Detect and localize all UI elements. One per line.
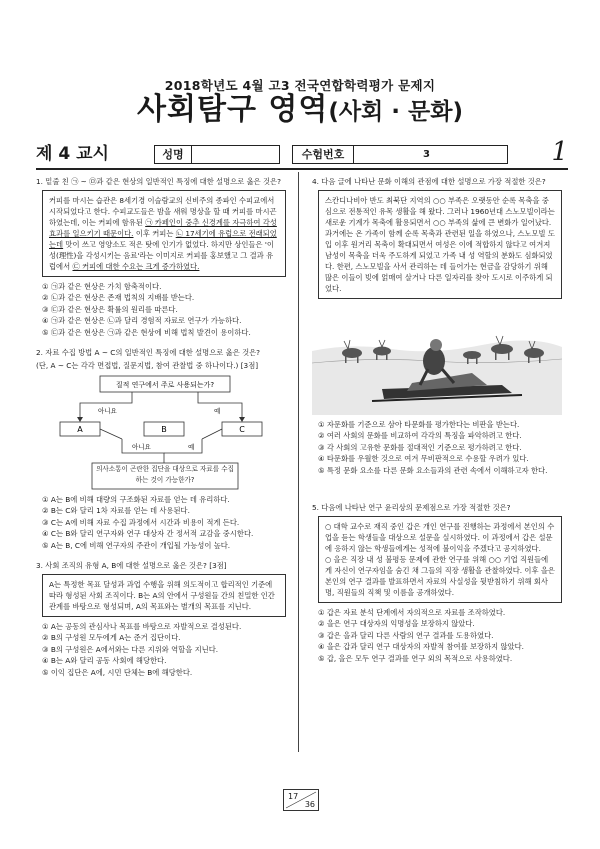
q2-choice-1[interactable]: ① A는 B에 비해 대량의 구조화된 자료를 얻는 데 유리하다. — [42, 495, 230, 505]
exam-number-box[interactable] — [292, 145, 508, 164]
question-3-passage: A는 특정한 목표 달성과 과업 수행을 위해 의도적이고 합리적인 기준에 따라 형성된 사회 조직이다. B는 A의 안에서 구성원들 간의 친밀한 인간관계를 바탕으로 형성되며, A의 목표와는 별개의 목표를 지닌다. — [42, 574, 286, 617]
page-number: 1 — [551, 137, 568, 167]
question-2-prompt: 2. 자료 수집 방법 A ~ C의 일반적인 특징에 대한 설명으로 옳은 것은? — [36, 348, 261, 358]
q5-choice-2[interactable]: ② 을은 연구 대상자의 익명성을 보장하지 않았다. — [318, 619, 475, 629]
q3-choice-5[interactable]: ⑤ 이익 집단은 A에, 시민 단체는 B에 해당한다. — [42, 667, 193, 677]
diagram-yes-label: 예 — [214, 407, 221, 416]
q3-choice-2[interactable]: ② B의 구성원 모두에게 A는 준거 집단이다. — [42, 633, 181, 643]
question-1-passage: 커피를 마시는 습관은 8세기경 이슬람교의 신비주의 종파인 수피교에서 시작되었다고 한다. 수피교도들은 밤을 새워 명상을 할 때 커피를 마시곤 하였는데, 이는 커피에 함유된 ㉠ 카페인이 중추 신경계를 자극하여 각성 효과를 일으키기 때문이다. 이후 커피는 ㉡ 17세기에 유럽으로 전래되었는데 맛이 쓰고 영양소도 적은 탓에 인기가 없었다. 하지만 상인들은 '이성(理性)을 각성시키는 음료'라는 이미지로 커피를 홍보했고 그 결과 유럽에서 ㉢ 커피에 대한 수요는 크게 증가하였다. — [42, 190, 286, 277]
diagram-top-question: 질적 연구에서 주로 사용되는가? — [115, 381, 215, 390]
header-row — [36, 137, 568, 167]
exam-title — [0, 91, 600, 131]
title-sub: (사회 · 문화) — [328, 99, 463, 125]
page-total: 36 — [304, 800, 315, 809]
exam-subtitle: 2018학년도 4월 고3 전국연합학력평가 문제지 — [164, 78, 436, 93]
node-c-label: C — [239, 425, 245, 435]
page-counter — [283, 789, 319, 811]
q5-choice-3[interactable]: ③ 갑은 을과 달리 다른 사람의 연구 결과를 도용하였다. — [318, 630, 494, 640]
q1-choice-2[interactable]: ② ㉡과 같은 현상은 존재 법칙의 지배를 받는다. — [42, 293, 195, 303]
q3-choice-1[interactable]: ① A는 공동의 관심사나 목표를 바탕으로 자발적으로 결성된다. — [42, 622, 242, 632]
node-a-label: A — [77, 425, 83, 435]
node-b-label: B — [161, 425, 167, 435]
page-current: 17 — [288, 792, 299, 801]
exam-number-label: 수험번호 — [293, 146, 354, 163]
diagram-no-label-2: 아니요 — [132, 443, 151, 452]
left-column — [36, 176, 286, 678]
q5-item-1: ○ 대학 교수로 재직 중인 갑은 개인 연구를 진행하는 과정에서 본인의 수업을 듣는 학생들을 대상으로 설문을 실시하였다. 이 과정에서 갑은 설문에 응하지 않는 학생들에게는 성적에 불이익을 주겠다고 공지하였다. — [325, 522, 555, 554]
title-main: 사회탐구 영역 — [137, 92, 329, 127]
q1-choice-5[interactable]: ⑤ ㉢과 같은 현상은 ㉠과 같은 현상에 비해 법칙 발견이 용이하다. — [42, 327, 251, 337]
question-2-diagram — [36, 373, 286, 491]
diagram-bottom-question: 의사소통이 곤란한 집단을 대상으로 자료를 수집하는 것이 가능한가? — [96, 465, 234, 484]
diagram-yes-label-2: 예 — [188, 443, 195, 452]
header-rule — [36, 168, 568, 170]
question-1-prompt: 1. 밑줄 친 ㉠ ~ ㉤과 같은 현상의 일반적인 특징에 대한 설명으로 옳은 것은? — [36, 177, 281, 186]
session-label: 제 4 교시 — [36, 144, 109, 164]
question-4-passage: 스칸디나비아 반도 최북단 지역의 ○○ 부족은 오랫동안 순록 목축을 중심으로 전통적인 유목 생활을 해 왔다. 그러나 1960년대 스노모빌이라는 새로운 기계가 목축에 활용되면서 ○○ 부족의 삶에 큰 변화가 일어났다. 과거에는 온 가족이 함께 순록 목축과 관련된 일을 하였으나, 스노모빌 도입 이후 원거리 목축이 확대되면서 여성은 이에 적합하지 않다고 여겨져 남성이 목축을 더욱 주도하게 되었고 가족 내 성 역할의 분화도 심화되었다. 한편, 스노모빌을 사서 관리하는 데 들어가는 현금을 감당하기 위해 많은 이들이 빚에 얽매여 살거나 다른 일자리를 찾아 도시로 이주하게 되었다. — [318, 190, 562, 299]
q4-choice-3[interactable]: ③ 각 사회의 고유한 문화를 절대적인 기준으로 평가하려고 한다. — [318, 442, 522, 452]
q2-choice-5[interactable]: ⑤ A는 B, C에 비해 연구자의 주관이 개입될 가능성이 높다. — [42, 540, 231, 550]
question-2-note: (단, A ~ C는 각각 면접법, 질문지법, 참여 관찰법 중 하나이다.) [3점] — [36, 361, 259, 371]
q1-choice-4[interactable]: ④ ㉠과 같은 현상은 ㉡과 달리 경험적 자료로 연구가 가능하다. — [42, 316, 242, 326]
right-column — [312, 176, 562, 664]
q4-choice-1[interactable]: ① 자문화를 기준으로 삼아 타문화를 평가한다는 비판을 받는다. — [318, 420, 520, 429]
q4-choice-2[interactable]: ② 여러 사회의 문화를 비교하여 각각의 특징을 파악하려고 한다. — [318, 431, 522, 441]
q5-choice-1[interactable]: ① 갑은 자료 분석 단계에서 자의적으로 자료를 조작하였다. — [318, 608, 506, 618]
column-divider — [298, 172, 299, 752]
name-box[interactable] — [154, 145, 280, 164]
question-4-prompt: 4. 다음 글에 나타난 문화 이해의 관점에 대한 설명으로 가장 적절한 것은? — [312, 177, 546, 186]
q5-item-2: ○ 을은 직장 내 성 불평등 문제에 관한 연구를 위해 ○○ 기업 직원들에게 자신이 연구자임을 숨긴 채 그들의 직장 생활을 관찰하였다. 이후 을은 본인의 연구 결과를 발표하면서 자료의 사실성을 뒷받침하기 위해 회사명, 직원들의 직책 및 이름을 공개하였다. — [325, 555, 555, 598]
question-3-prompt: 3. 사회 조직의 유형 A, B에 대한 설명으로 옳은 것은? [3점] — [36, 561, 227, 571]
question-5-passage — [318, 516, 562, 603]
q5-choice-4[interactable]: ④ 을은 갑과 달리 연구 대상자의 자발적 참여를 보장하지 않았다. — [318, 642, 524, 652]
name-label: 성명 — [155, 146, 192, 163]
q4-choice-4[interactable]: ④ 타문화를 우월한 것으로 여겨 무비판적으로 수용할 우려가 있다. — [318, 454, 529, 464]
diagram-no-label: 아니요 — [98, 407, 117, 416]
q2-choice-3[interactable]: ③ C는 A에 비해 자료 수집 과정에서 시간과 비용이 적게 든다. — [42, 517, 240, 527]
q3-choice-4[interactable]: ④ B는 A와 달리 공동 사회에 해당한다. — [42, 656, 167, 666]
q3-choice-3[interactable]: ③ B의 구성원은 A에서와는 다른 지위와 역할을 지닌다. — [42, 644, 219, 654]
q2-choice-4[interactable]: ④ C는 B와 달리 연구자와 연구 대상자 간 정서적 교감을 중시한다. — [42, 529, 254, 539]
q1-choice-3[interactable]: ③ ㉢과 같은 현상은 확률의 원리를 따른다. — [42, 304, 178, 314]
exam-number-value: 3 — [423, 149, 430, 160]
q5-choice-5[interactable]: ⑤ 갑, 을은 모두 연구 결과를 연구 외의 목적으로 사용하였다. — [318, 653, 513, 663]
q4-choice-5[interactable]: ⑤ 특정 문화 요소를 다른 문화 요소들과의 관련 속에서 이해하고자 한다. — [318, 465, 548, 475]
q1-choice-1[interactable]: ① ㉠과 같은 현상은 가치 함축적이다. — [42, 282, 162, 291]
snowmobile-illustration — [312, 303, 562, 415]
question-5-prompt: 5. 다음에 나타난 연구 윤리상의 문제점으로 가장 적절한 것은? — [312, 503, 511, 513]
q2-choice-2[interactable]: ② B는 C와 달리 1차 자료를 얻는 데 사용된다. — [42, 506, 190, 516]
